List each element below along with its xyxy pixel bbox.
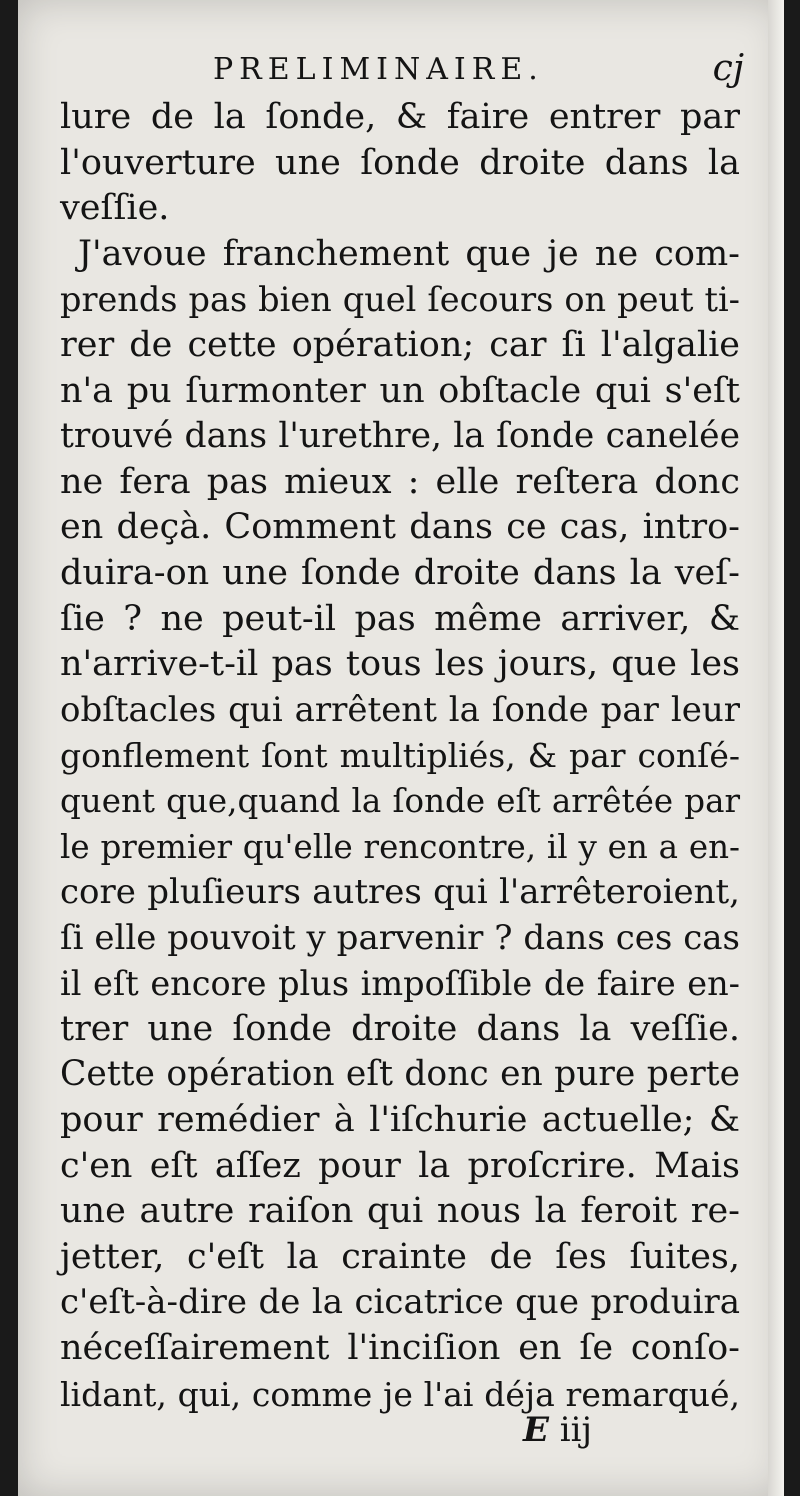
running-head-title: PRELIMINAIRE. <box>213 52 544 87</box>
text-line: core pluſieurs autres qui l'arrêteroient, <box>60 872 740 913</box>
text-line: c'en eſt aſſez pour la proſcrire. Mais <box>60 1145 740 1186</box>
text-line: c'eſt-à-dire de la cicatrice que produira <box>60 1282 740 1323</box>
text-line: en deçà. Comment dans ce cas, intro- <box>60 507 740 548</box>
text-line: une autre raiſon qui nous la feroit re- <box>60 1191 740 1232</box>
text-line: obſtacles qui arrêtent la ſonde par leur <box>60 689 740 730</box>
text-line: gonflement ſont multipliés, & par conſé- <box>60 736 740 776</box>
page-number: cj <box>712 48 744 89</box>
text-line: J'avoue franchement que je ne com- <box>78 233 740 274</box>
text-line: n'arrive-t-il pas tous les jours, que les <box>60 644 740 685</box>
text-line: Cette opération eſt donc en pure perte <box>60 1054 740 1095</box>
text-line: trouvé dans l'urethre, la ſonde canelée <box>60 416 740 457</box>
text-line: lure de la ſonde, & faire entrer par <box>60 97 740 137</box>
book-page <box>18 0 784 1496</box>
text-line: néceſſairement l'inciſion en ſe conſo- <box>60 1328 740 1369</box>
text-line: ne fera pas mieux : elle reſtera donc <box>60 461 740 502</box>
text-line: il eſt encore plus impoſſible de faire en- <box>60 964 740 1004</box>
text-line: l'ouverture une ſonde droite dans la <box>60 142 740 183</box>
text-line: prends pas bien quel ſecours on peut ti- <box>60 280 740 320</box>
text-line: le premier qu'elle rencontre, il y en a en- <box>60 827 740 866</box>
text-line: duira-on une ſonde droite dans la veſ- <box>60 552 740 593</box>
text-line: lidant, qui, comme je l'ai déja remarqué, <box>60 1374 740 1414</box>
running-head <box>18 48 784 92</box>
text-line: veſſie. <box>60 188 170 229</box>
text-line: jetter, c'eſt la crainte de ſes ſuites, <box>60 1236 740 1277</box>
signature-mark <box>523 1410 592 1450</box>
page-edge <box>768 0 784 1496</box>
text-line: ſi elle pouvoit y parvenir ? dans ces cas <box>60 917 740 958</box>
text-line: trer une ſonde droite dans la veſſie. <box>60 1008 740 1049</box>
text-line: rer de cette opération; car ſi l'algalie <box>60 324 740 365</box>
text-line: n'a pu ſurmonter un obſtacle qui s'eſt <box>60 370 740 411</box>
text-line: ſie ? ne peut-il pas même arriver, & <box>60 598 740 639</box>
signature-numeral: iij <box>559 1410 593 1450</box>
text-line: quent que,quand la ſonde eſt arrêtée par <box>60 781 740 820</box>
signature-letter: E <box>523 1410 549 1450</box>
text-line: pour remédier à l'iſchurie actuelle; & <box>60 1100 740 1141</box>
body-text <box>60 95 740 1417</box>
